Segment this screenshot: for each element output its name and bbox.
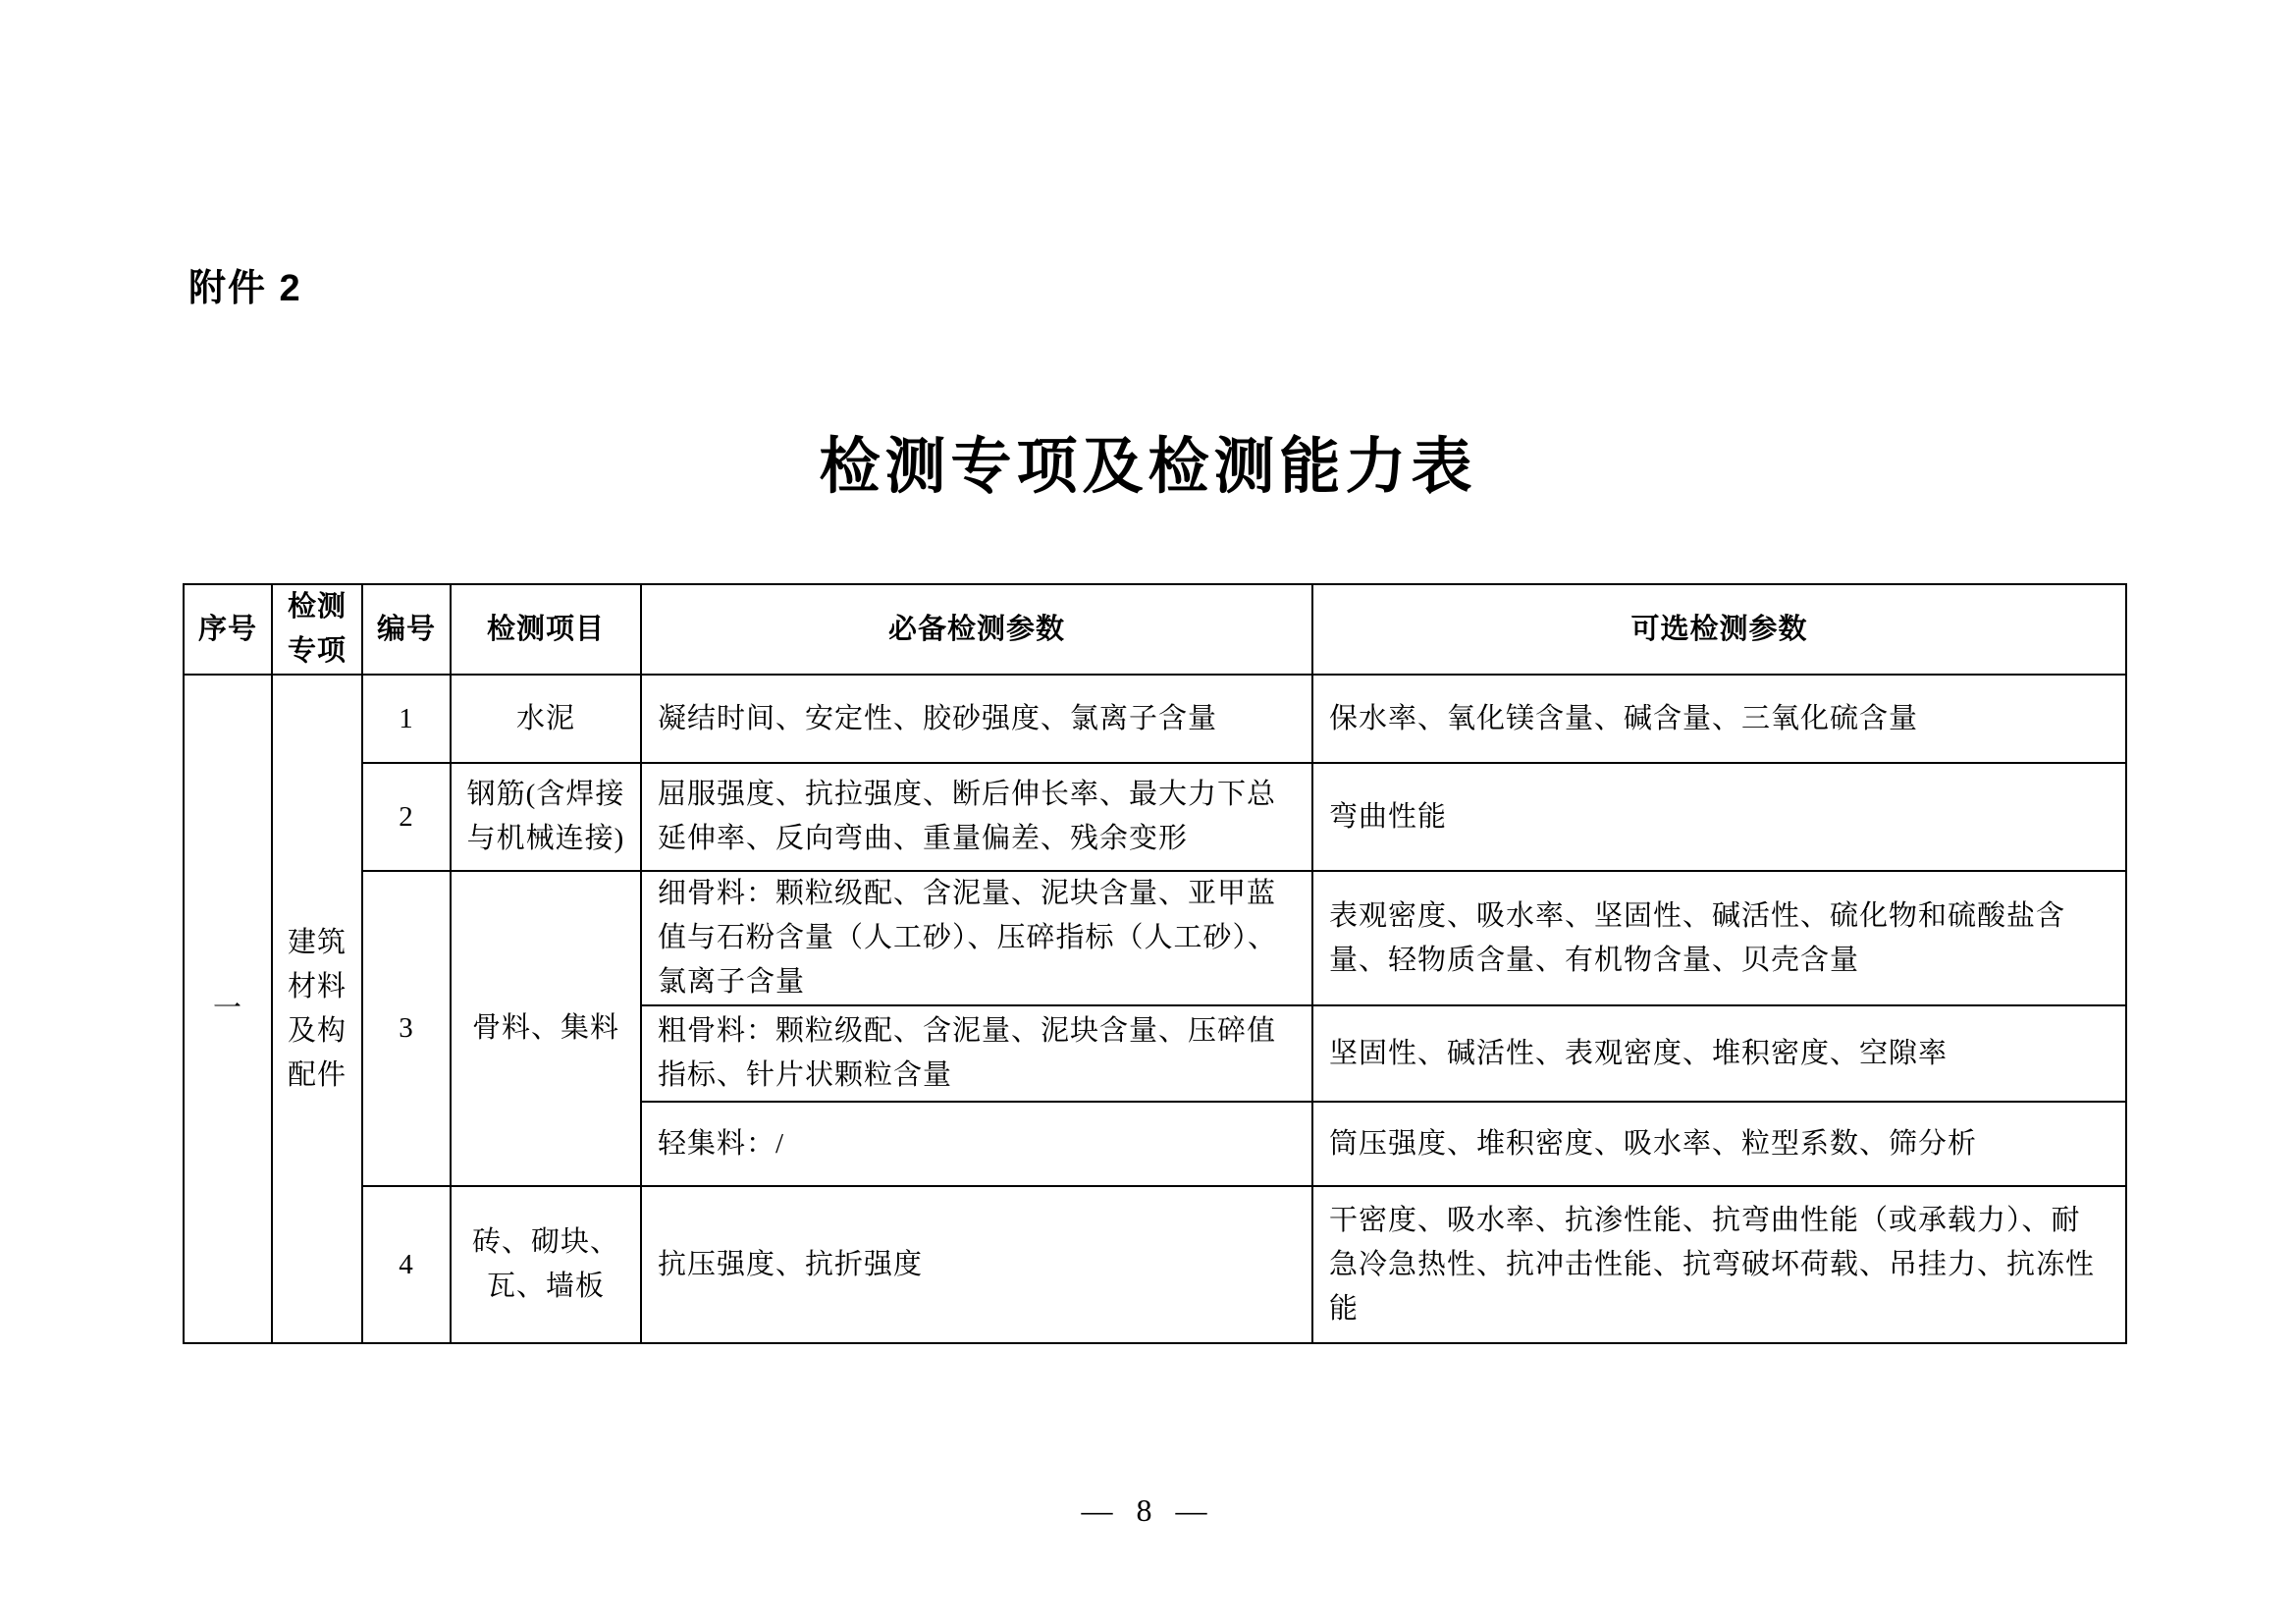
specialty-cell: 建筑材料及构配件 [272,675,362,1343]
optional-params-cell: 筒压强度、堆积密度、吸水率、粒型系数、筛分析 [1312,1102,2126,1186]
serial-cell: 一 [184,675,272,1343]
required-params-cell: 抗压强度、抗折强度 [641,1186,1312,1343]
col-header-optional-params: 可选检测参数 [1312,584,2126,675]
optional-params-cell: 保水率、氧化镁含量、碱含量、三氧化硫含量 [1312,675,2126,763]
table-row [184,1186,2126,1343]
capability-table [183,583,2127,1344]
table-header-row [184,584,2126,675]
optional-params-cell: 弯曲性能 [1312,763,2126,871]
item-cell: 水泥 [451,675,641,763]
col-header-item: 检测项目 [451,584,641,675]
col-header-serial: 序号 [184,584,272,675]
table-row [184,675,2126,763]
item-cell: 砖、砌块、瓦、墙板 [451,1186,641,1343]
required-params-cell: 屈服强度、抗拉强度、断后伸长率、最大力下总延伸率、反向弯曲、重量偏差、残余变形 [641,763,1312,871]
item-cell: 钢筋(含焊接与机械连接) [451,763,641,871]
optional-params-cell: 干密度、吸水率、抗渗性能、抗弯曲性能（或承载力）、耐急冷急热性、抗冲击性能、抗弯破坏荷载、吊挂力、抗冻性能 [1312,1186,2126,1343]
number-cell: 3 [362,871,451,1186]
col-header-number: 编号 [362,584,451,675]
table-row [184,871,2126,1005]
number-cell: 4 [362,1186,451,1343]
number-cell: 1 [362,675,451,763]
required-params-cell: 粗骨料：颗粒级配、含泥量、泥块含量、压碎值指标、针片状颗粒含量 [641,1005,1312,1102]
col-header-required-params: 必备检测参数 [641,584,1312,675]
required-params-cell: 细骨料：颗粒级配、含泥量、泥块含量、亚甲蓝值与石粉含量（人工砂）、压碎指标（人工砂）、氯离子含量 [641,871,1312,1005]
col-header-specialty: 检测专项 [272,584,362,675]
optional-params-cell: 坚固性、碱活性、表观密度、堆积密度、空隙率 [1312,1005,2126,1102]
item-cell: 骨料、集料 [451,871,641,1186]
required-params-cell: 轻集料：/ [641,1102,1312,1186]
page-number: — 8 — [1081,1492,1215,1528]
page-title: 检测专项及检测能力表 [819,433,1477,501]
optional-params-cell: 表观密度、吸水率、坚固性、碱活性、硫化物和硫酸盐含量、轻物质含量、有机物含量、贝壳含量 [1312,871,2126,1005]
attachment-label: 附件 2 [188,268,302,309]
table-row [184,763,2126,871]
required-params-cell: 凝结时间、安定性、胶砂强度、氯离子含量 [641,675,1312,763]
number-cell: 2 [362,763,451,871]
table-container [183,583,2127,1344]
